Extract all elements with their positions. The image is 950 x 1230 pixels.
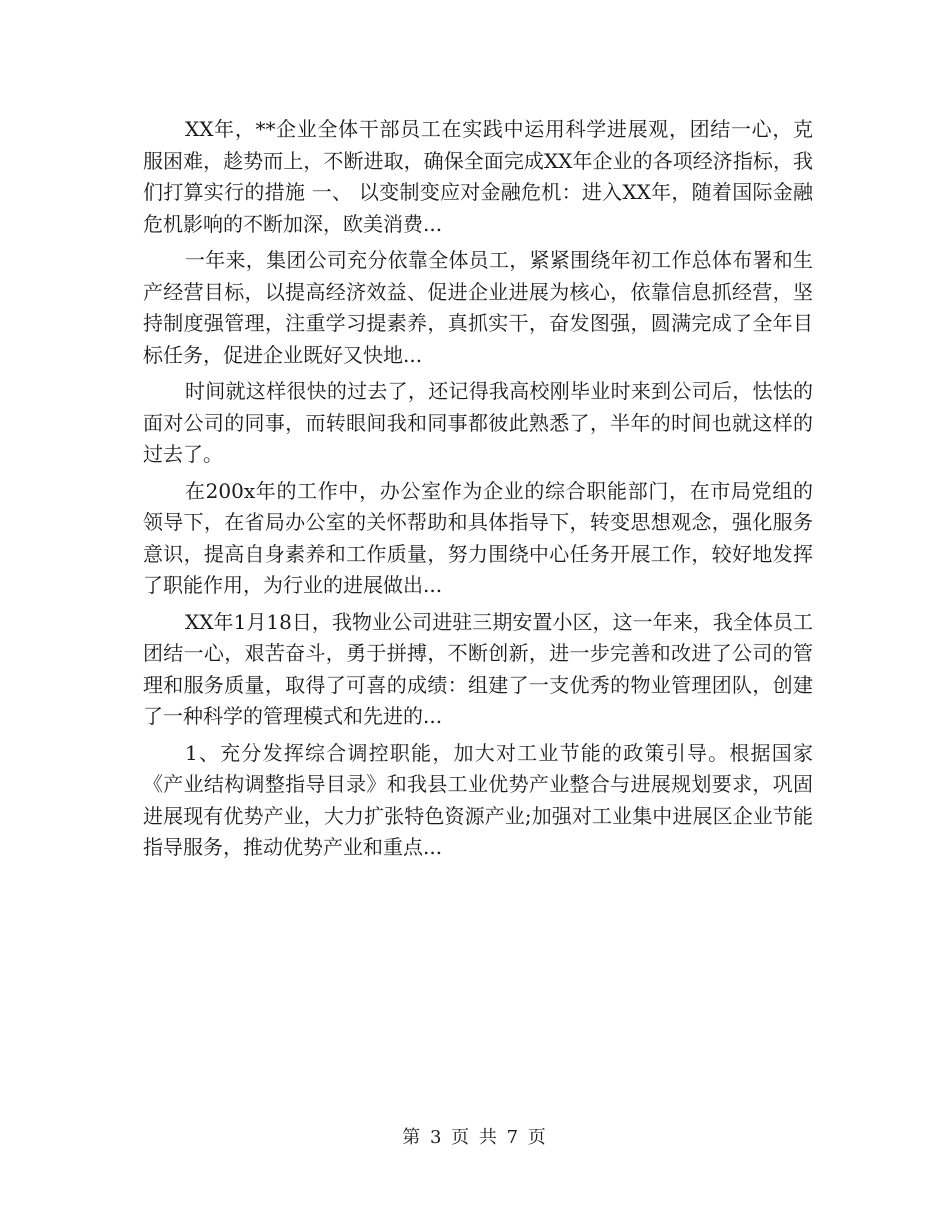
paragraph-2: 一年来，集团公司充分依靠全体员工，紧紧围绕年初工作总体布署和生产经营目标，以提高经济效益、促进企业进展为核心，依靠信息抓经营，坚持制度强管理，注重学习提素养，真抓实干，奋发图强，圆满完成了全年目标任务，促进企业既好又快地... <box>143 248 813 367</box>
paragraph-1: XX年，**企业全体干部员工在实践中运用科学进展观，团结一心，克服困难，趁势而上，不断进取，确保全面完成XX年企业的各项经济指标，我们打算实行的措施 一、 以变制变应对金融危机：进入XX年，随着国际金融危机影响的不断加深，欧美消费... <box>143 117 813 236</box>
paragraph-4: 在200x年的工作中，办公室作为企业的综合职能部门，在市局党组的领导下，在省局办公室的关怀帮助和具体指导下，转变思想观念，强化服务意识，提高自身素养和工作质量，努力围绕中心任务开展工作，较好地发挥了职能作用，为行业的进展做出... <box>143 478 813 597</box>
page-footer: 第 3 页 共 7 页 <box>402 1127 548 1148</box>
paragraph-6: 1、充分发挥综合调控职能，加大对工业节能的政策引导。根据国家《产业结构调整指导目录》和我县工业优势产业整合与进展规划要求，巩固进展现有优势产业，大力扩张特色资源产业;加强对工业集中进展区企业节能指导服务，推动优势产业和重点... <box>143 740 813 859</box>
paragraph-5: XX年1月18日，我物业公司进驻三期安置小区，这一年来，我全体员工团结一心，艰苦奋斗，勇于拼搏，不断创新，进一步完善和改进了公司的管理和服务质量，取得了可喜的成绩：组建了一支优秀的物业管理团队，创建了一种科学的管理模式和先进的... <box>143 609 813 728</box>
document-body <box>143 114 813 864</box>
paragraph-3: 时间就这样很快的过去了，还记得我高校刚毕业时来到公司后，怯怯的面对公司的同事，而转眼间我和同事都彼此熟悉了，半年的时间也就这样的过去了。 <box>143 379 813 466</box>
